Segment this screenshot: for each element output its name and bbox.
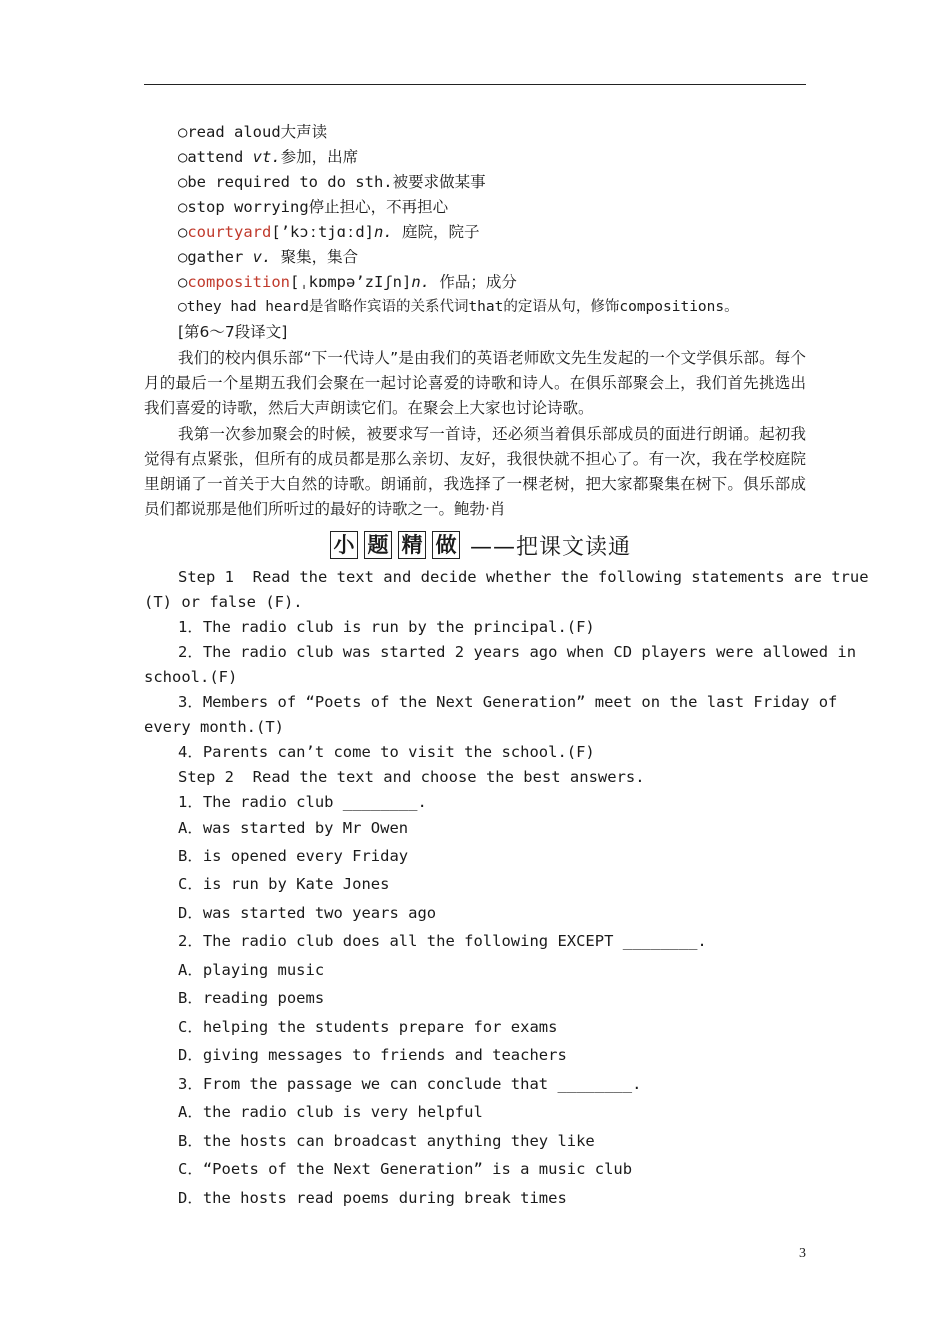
vocab-read-aloud: ○read aloud大声读 (178, 123, 328, 141)
option: C．“Poets of the Next Generation” is a music club (178, 1160, 633, 1178)
banner-char: 小 (330, 531, 358, 559)
banner-subtitle: ——把课文读通 (470, 534, 632, 560)
step1-statement-wrap: every month.(T) (144, 718, 284, 736)
translation-paragraph-1: 我们的校内俱乐部“下一代诗人”是由我们的英语老师欧文先生发起的一个文学俱乐部。每个月的最后一个星期五我们会聚在一起讨论喜爱的诗歌和诗人。在俱乐部聚会上，我们首先挑选出我们喜爱的诗歌，然后大声朗读它们。在聚会上大家也讨论诗歌。 (144, 349, 806, 417)
step1-statement: 2．The radio club was started 2 years ago when CD players were allowed in (178, 643, 857, 661)
vocab-note-they-had-heard: ○they had heard是省略作宾语的关系代词that的定语从句，修饰compositions。 (178, 299, 739, 315)
option: A．playing music (178, 961, 325, 979)
step2-intro: Step 2 Read the text and choose the best answers. (178, 768, 645, 786)
question: 2．The radio club does all the following EXCEPT ________. (178, 932, 707, 950)
option: B．reading poems (178, 989, 325, 1007)
step1-intro-wrap: (T) or false (F). (144, 593, 303, 611)
option: D．giving messages to friends and teachers (178, 1046, 567, 1064)
option: B．is opened every Friday (178, 847, 409, 865)
vocab-stop-worrying: ○stop worrying停止担心，不再担心 (178, 198, 449, 216)
translation-heading: [第6～7段译文] (178, 323, 288, 341)
banner-char: 精 (398, 531, 426, 559)
vocab-composition: ○composition[ˌkɒmpə’zIʃn]n. 作品；成分 (178, 273, 517, 291)
banner-char: 题 (364, 531, 392, 559)
step1-intro: Step 1 Read the text and decide whether the following statements are true (178, 568, 869, 586)
vocab-gather: ○gather v. 聚集，集合 (178, 248, 359, 266)
vocab-attend: ○attend vt.参加，出席 (178, 148, 359, 166)
option: C．is run by Kate Jones (178, 875, 390, 893)
option: A．was started by Mr Owen (178, 819, 409, 837)
section-banner (330, 530, 631, 560)
step1-statement: 4．Parents can’t come to visit the school.(F) (178, 743, 595, 761)
step1-statement-wrap: school.(F) (144, 668, 238, 686)
page-number: 3 (799, 1246, 806, 1261)
translation-paragraph-2: 我第一次参加聚会的时候，被要求写一首诗，还必须当着俱乐部成员的面进行朗诵。起初我觉得有点紧张，但所有的成员都是那么亲切、友好，我很快就不担心了。有一次，我在学校庭院里朗诵了一首关于大自然的诗歌。朗诵前，我选择了一棵老树，把大家都聚集在树下。俱乐部成员们都说那是他们所听过的最好的诗歌之一。鲍勃·肖 (144, 425, 806, 518)
option: D．was started two years ago (178, 904, 437, 922)
vocab-courtyard: ○courtyard[’kɔːtjɑːd]n. 庭院，院子 (178, 223, 480, 241)
banner-char: 做 (432, 531, 460, 559)
step1-statement: 3．Members of “Poets of the Next Generation” meet on the last Friday of (178, 693, 838, 711)
question: 3．From the passage we can conclude that ________. (178, 1075, 642, 1093)
option: B．the hosts can broadcast anything they like (178, 1132, 595, 1150)
step1-statement: 1．The radio club is run by the principal.(F) (178, 618, 595, 636)
option: A．the radio club is very helpful (178, 1103, 483, 1121)
vocab-be-required: ○be required to do sth.被要求做某事 (178, 173, 486, 191)
option: D．the hosts read poems during break times (178, 1189, 567, 1207)
option: C．helping the students prepare for exams (178, 1018, 558, 1036)
header-rule (144, 84, 806, 85)
question: 1．The radio club ________. (178, 793, 427, 811)
